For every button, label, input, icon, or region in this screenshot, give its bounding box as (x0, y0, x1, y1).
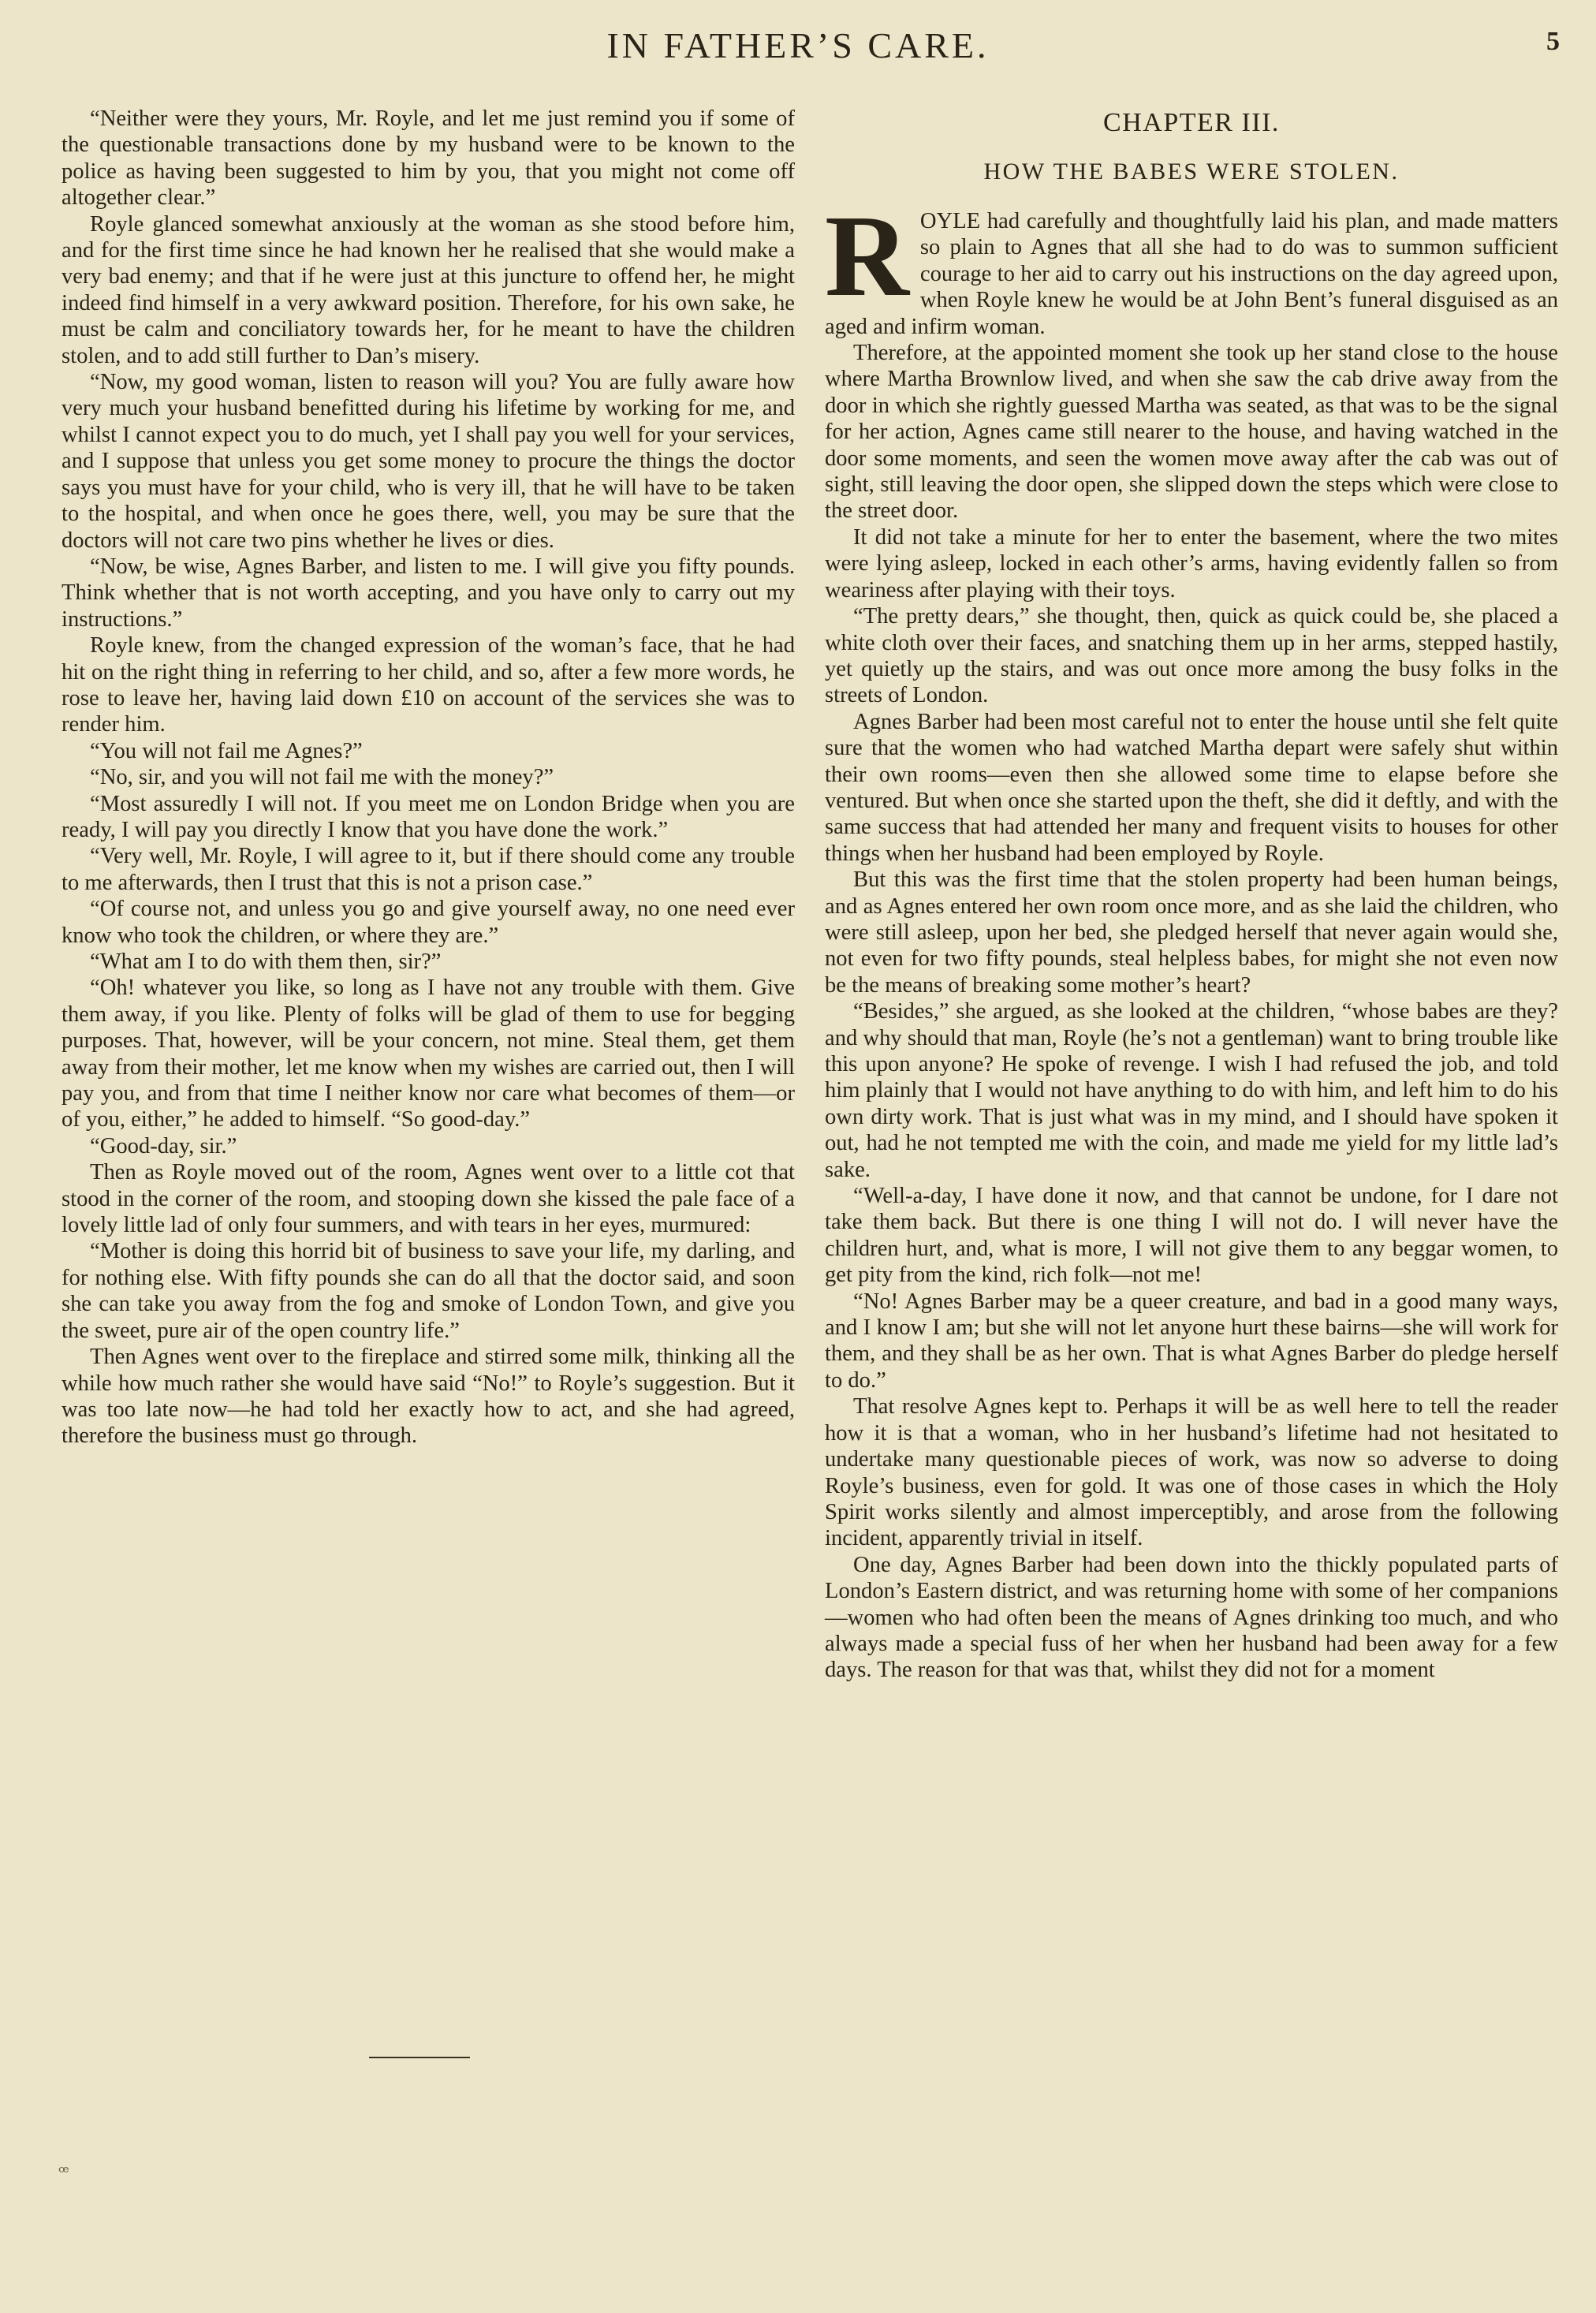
margin-mark: ꟹ (58, 2162, 69, 2182)
left-column (62, 106, 795, 1449)
paragraph: It did not take a minute for her to enter the basement, where the two mites were lying asleep, locked in each other’s arms, having evidently fallen so from weariness after playing with their toys. (825, 524, 1558, 602)
opening-paragraph (825, 192, 1558, 340)
paragraph: “Now, my good woman, listen to reason will you? You are fully aware how very much your husband benefitted during his lifetime by working for me, and whilst I cannot expect you to do much, yet I shall pay you well for your services, and I suppose that unless you get some money to procure the things the doctor says you must have for your child, who is very ill, that he will have to be taken to the hospital, and when once he goes there, well, you may be sure that the doctors will not care two pins whether he lives or dies. (62, 370, 795, 553)
paragraph: “What am I to do with them then, sir?” (90, 949, 442, 974)
paragraph: “Oh! whatever you like, so long as I have not any trouble with them. Give them away, if you like. Plenty of folks will be glad of them to use for begging purposes. That, however, will be your concern, not mine. Steal them, get them away from their mother, let me know when my wishes are carried out, then I will pay you, and from that time I neither know nor care what becomes of them—or of you, either,” he added to himself. “So good-day.” (62, 976, 795, 1132)
paragraph: Royle knew, from the changed expression of the woman’s face, that he had hit on the right thing in referring to her child, and so, after a few more words, he rose to leave her, having laid down £10 on account of the services she was to render him. (62, 633, 795, 737)
chapter-title: HOW THE BABES WERE STOLEN. (983, 159, 1400, 185)
paragraph: “Mother is doing this horrid bit of business to save your life, my darling, and for nothing else. With fifty pounds she can do all that the doctor said, and soon she can take you away from the fog and smoke of London Town, and give you the sweet, pure air of the open country life.” (62, 1239, 795, 1343)
paragraph: “Of course not, and unless you go and give yourself away, no one need ever know who took the children, or where they are.” (62, 897, 795, 948)
paragraph: “Very well, Mr. Royle, I will agree to it, but if there should come any trouble to me afterwards, then I trust that this is not a prison case.” (62, 844, 795, 895)
paragraph: “You will not fail me Agnes?” (90, 738, 363, 763)
paragraph: “Most assuredly I will not. If you meet me on London Bridge when you are ready, I will pay you directly I know that you have done the work.” (62, 791, 795, 842)
paragraph: Therefore, at the appointed moment she took up her stand close to the house where Martha Brownlow lived, and when she saw the cab drive away from the door in which she rightly guessed Martha was seated, as that was to be the signal for her action, Agnes came still nearer to the house, and having watched in the door some moments, and seen the women move away after the cab was out of sight, still leaving the door open, she slipped down the steps which were close to the street door. (825, 341, 1558, 524)
paragraph: “The pretty dears,” she thought, then, quick as quick could be, she placed a white cloth over their faces, and snatching them up in her arms, stepped hastily, yet quietly up the stairs, and was out once more among the busy folks in the streets of London. (825, 604, 1558, 708)
paragraph: Then as Royle moved out of the room, Agnes went over to a little cot that stood in the corner of the room, and stooping down she kissed the pale face of a lovely little lad of only four summers, and with tears in her eyes, murmured: (62, 1160, 795, 1238)
running-title: IN FATHER’S CARE. (606, 25, 990, 65)
paragraph: “Good-day, sir.” (90, 1133, 237, 1158)
paragraph: “Neither were they yours, Mr. Royle, and let me just remind you if some of the questionable transactions done by my husband were to be known to the police as having been suggested to him by you, that you might not come off altogether clear.” (62, 106, 795, 211)
paragraph: Royle glanced somewhat anxiously at the woman as she stood before him, and for the first time since he had known her he realised that she would make a very bad enemy; and that if he were just at this juncture to offend her, he might indeed find himself in a very awkward position. Therefore, for his own sake, he must be calm and conciliatory towards her, for he meant to have the children stolen, and to add still further to Dan’s misery. (62, 211, 795, 368)
drop-cap: R (825, 192, 909, 321)
paragraph: “Besides,” she argued, as she looked at the children, “whose babes are they? and why should that man, Royle (he’s not a gentleman) want to bring trouble like this upon anyone? He spoke of revenge. I wish I had refused the job, and told him plainly that I would not have anything to do with him, and left him to do his own dirty work. That is just what was in my mind, and I should have spoken it out, had he not tempted me with the coin, and made me yield for my little lad’s sake. (825, 999, 1558, 1182)
section-end-rule (369, 2057, 470, 2058)
paragraph: One day, Agnes Barber had been down into the thickly populated parts of London’s Eastern district, and was returning home with some of her companions—women who had often been the means of Agnes drinking too much, and who always made a special fuss of her when her husband had been away for a few days. The reason for that was that, whilst they did not for a moment (825, 1552, 1558, 1683)
page-number: 5 (1546, 27, 1560, 56)
paragraph: Agnes Barber had been most careful not to enter the house until she felt quite sure that the women who had watched Martha depart were safely shut within their own rooms—even then she allowed some time to elapse before she ventured. But when once she started upon the theft, she did it deftly, and with the same success that had attended her many and frequent visits to houses for other things when her husband had been employed by Royle. (825, 709, 1558, 866)
opening-paragraph-text: OYLE had carefully and thoughtfully laid his plan, and made matters so plain to Agnes that all she had to do was to summon sufficient courage to her aid to carry out his instructions on the day agreed upon, when Royle knew he would be at John Bent’s funeral disguised as an aged and infirm woman. (825, 209, 1558, 339)
right-column (825, 106, 1558, 1684)
paragraph: “Well-a-day, I have done it now, and that cannot be undone, for I dare not take them back. But there is one thing I will not do. I will never have the children hurt, and, what is more, I will not give them to any beggar women, to get pity from the kind, rich folk—not me! (825, 1184, 1558, 1288)
paragraph: “No! Agnes Barber may be a queer creature, and bad in a good many ways, and I know I am; but she will not let anyone hurt these bairns—she will work for them, and they shall be as her own. That is what Agnes Barber do pledge herself to do.” (825, 1289, 1558, 1393)
page-header (0, 22, 1596, 77)
paragraph: “No, sir, and you will not fail me with the money?” (90, 765, 554, 790)
paragraph: “Now, be wise, Agnes Barber, and listen to me. I will give you fifty pounds. Think whether that is not worth accepting, and you have only to carry out my instructions.” (62, 554, 795, 632)
paragraph: That resolve Agnes kept to. Perhaps it will be as well here to tell the reader how it is that a woman, who in her husband’s lifetime had not hesitated to undertake many questionable pieces of work, was now so adverse to doing Royle’s business, even for gold. It was one of those cases in which the Holy Spirit works silently and almost imperceptibly, and arose from the following incident, apparently trivial in itself. (825, 1394, 1558, 1551)
chapter-number: CHAPTER III. (1103, 108, 1280, 137)
paragraph: Then Agnes went over to the fireplace and stirred some milk, thinking all the while how much rather she would have said “No!” to Royle’s suggestion. But it was too late now—he had told her exactly how to act, and she had agreed, therefore the business must go through. (62, 1345, 795, 1449)
paragraph: But this was the first time that the stolen property had been human beings, and as Agnes entered her own room once more, and as she laid the children, who were still asleep, upon her bed, she pledged herself that never again would she, not even for two fifty pounds, steal helpless babes, for might she not even now be the means of breaking some mother’s heart? (825, 867, 1558, 998)
